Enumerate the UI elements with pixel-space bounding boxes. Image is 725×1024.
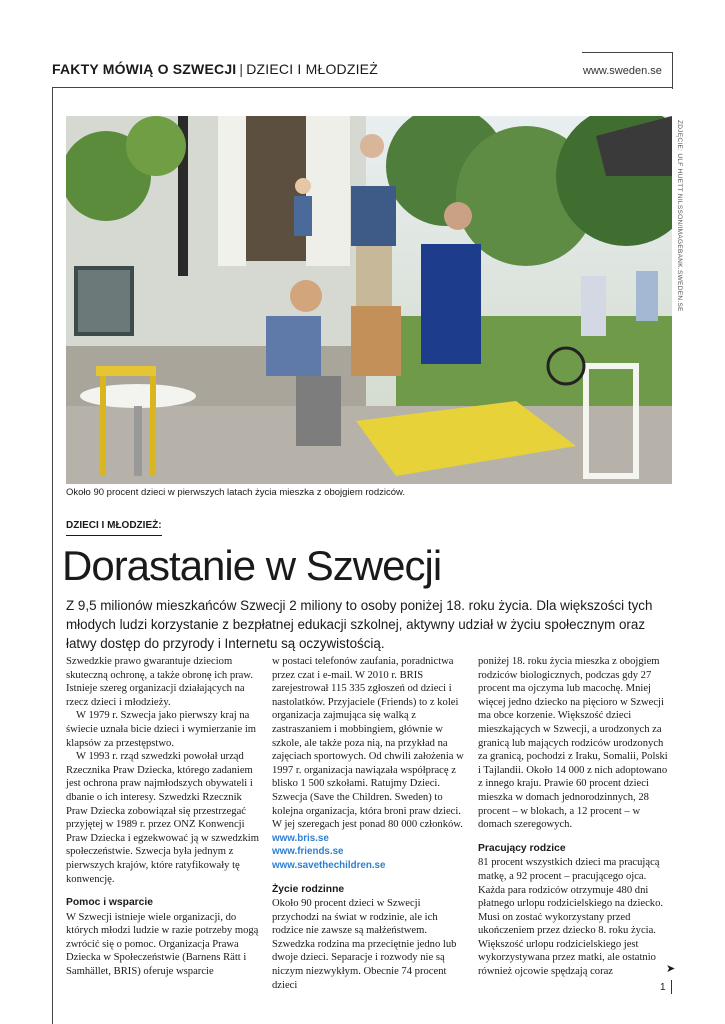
header-main: FAKTY MÓWIĄ O SZWECJI (52, 61, 237, 77)
page-number-rule (671, 980, 672, 994)
column-2 (272, 655, 467, 992)
page-number: 1 (660, 982, 666, 993)
arrow-right-icon: ➤ (666, 963, 676, 975)
subheading-family-life: Życie rodzinne (272, 883, 345, 895)
article-lead: Z 9,5 milionów mieszkańców Szwecji 2 miliony to osoby poniżej 18. roku życia. Dla większości tych młodych ludzi korzystanie z bezpłatnej edukacji szkolnej, aktywny udział w życiu społecznym oraz łatwy dostęp do przyrody i Internetu są oczywistością. (66, 598, 653, 651)
subheading-working-parents: Pracujący rodzice (478, 842, 566, 854)
page-header (52, 61, 378, 77)
paragraph: W 1979 r. Szwecja jako pierwszy kraj na świecie uznała bicie dzieci i wymierzanie im klapsów za przestępstwo. (66, 710, 257, 749)
header-separator: | (239, 61, 244, 77)
paragraph: Szwedzkie prawo gwarantuje dzieciom skuteczną ochronę, a także obronę ich praw. Istnieje szereg organizacji działających na rzecz dzieci i młodzieży. (66, 656, 253, 708)
site-url[interactable]: www.sweden.se (583, 65, 662, 77)
paragraph: W 1993 r. rząd szwedzki powołał urząd Rzecznika Praw Dziecka, którego zadaniem jest ochrona praw najmłodszych obywateli i dbanie o ich interesy. Szwedzki Rzecznik Praw Dziecka zobowiązał się przestrzegać przyjętej w 1989 r. przez ONZ Konwencji Praw Dziecka i egzekwować ją w szwedzkim społeczeństwie. Szwecja była jednym z pierwszych krajów, które ratyfikowały tę konwencję. (66, 751, 259, 885)
link-friends[interactable]: www.friends.se (272, 846, 344, 858)
article-title: Dorastanie w Szwecji (62, 542, 442, 589)
frame-top-rule (52, 87, 672, 88)
paragraph: 81 procent wszystkich dzieci ma pracującą matkę, a 92 procent – pracującego ojca. Każda para rodziców otrzymuje 480 dni płatnego urlopu rodzicielskiego na dziecko. Musi on zostać wykorzystany przed ukończeniem przez dziecko 8. roku życia. Większość urlopu rodzicielskiego jest wykorzystywana przez matki, ale ostatnio również ojcowie spędzają coraz (478, 857, 664, 978)
photo-credit: ZDJĘCIE: ULF HUETT NILSSON/IMAGEBANK.SWEDEN.SE (676, 120, 683, 312)
photo-caption: Około 90 procent dzieci w pierwszych latach życia mieszka z obojgiem rodziców. (66, 487, 405, 498)
subheading-support: Pomoc i wsparcie (66, 897, 153, 909)
paragraph: w postaci telefonów zaufania, poradnictwa przez czat i e-mail. W 2010 r. BRIS zarejestrował 115 335 zgłoszeń od dzieci i nastolatków. Przyjaciele (Friends) to z kolei organizacja zajmująca się walką z zastraszaniem i mobbingiem, głównie w szkole, ale także poza nią, na przykład na zajęciach sportowych. Od chwili założenia w 1997 r. organizacja nawiązała współpracę z blisko 1 500 szkołami. Ratujmy Dzieci. Szwecja (Save the Children. Sweden) to kolejna organizacja, która broni praw dzieci. W jej szeregach jest ponad 80 000 członków. (272, 656, 464, 831)
family-photo (66, 116, 672, 484)
link-bris[interactable]: www.bris.se (272, 832, 329, 844)
paragraph: W Szwecji istnieje wiele organizacji, do których młodzi ludzie w razie potrzeby mogą zwrócić się o pomoc. Organizacja Prawa Dziecka w Społeczeństwie (Barnens Rätt i Samhället, BRIS) oferuje wsparcie (66, 911, 259, 978)
paragraph: Około 90 procent dzieci w Szwecji przychodzi na świat w rodzinie, ale ich rodzice nie zawsze są małżeństwem. Szwedzka rodzina ma przeciętnie jedno lub dwoje dzieci. Separacje i rozwody nie są niczym niezwykłym. Obecnie 74 procent dzieci (272, 898, 457, 991)
paragraph: poniżej 18. roku życia mieszka z obojgiem rodziców biologicznych, podczas gdy 27 procent ma ojczyma lub macochę. Mniej więcej jedno dziecko na pięcioro w Szwecji ma obce korzenie. Większość dzieci mieszkających w Szwecji, a urodzonych za granicą lub mających rodziców urodzonych za granicą, pochodzi z Iraku, Somalii, Polski i Tajlandii. Około 14 000 z nich adoptowano z innego kraju. Prawie 60 procent dzieci mieszka w domach jednorodzinnych, 28 procent – w blokach, a 12 procent – w domach szeregowych. (478, 656, 668, 831)
column-3 (478, 655, 676, 979)
frame-left-rule (52, 87, 53, 1024)
link-savethechildren[interactable]: www.savethechildren.se (272, 859, 386, 871)
column-1 (66, 655, 261, 979)
header-sub: DZIECI I MŁODZIEŻ (246, 61, 378, 77)
section-label: DZIECI I MŁODZIEŻ: (66, 520, 162, 536)
